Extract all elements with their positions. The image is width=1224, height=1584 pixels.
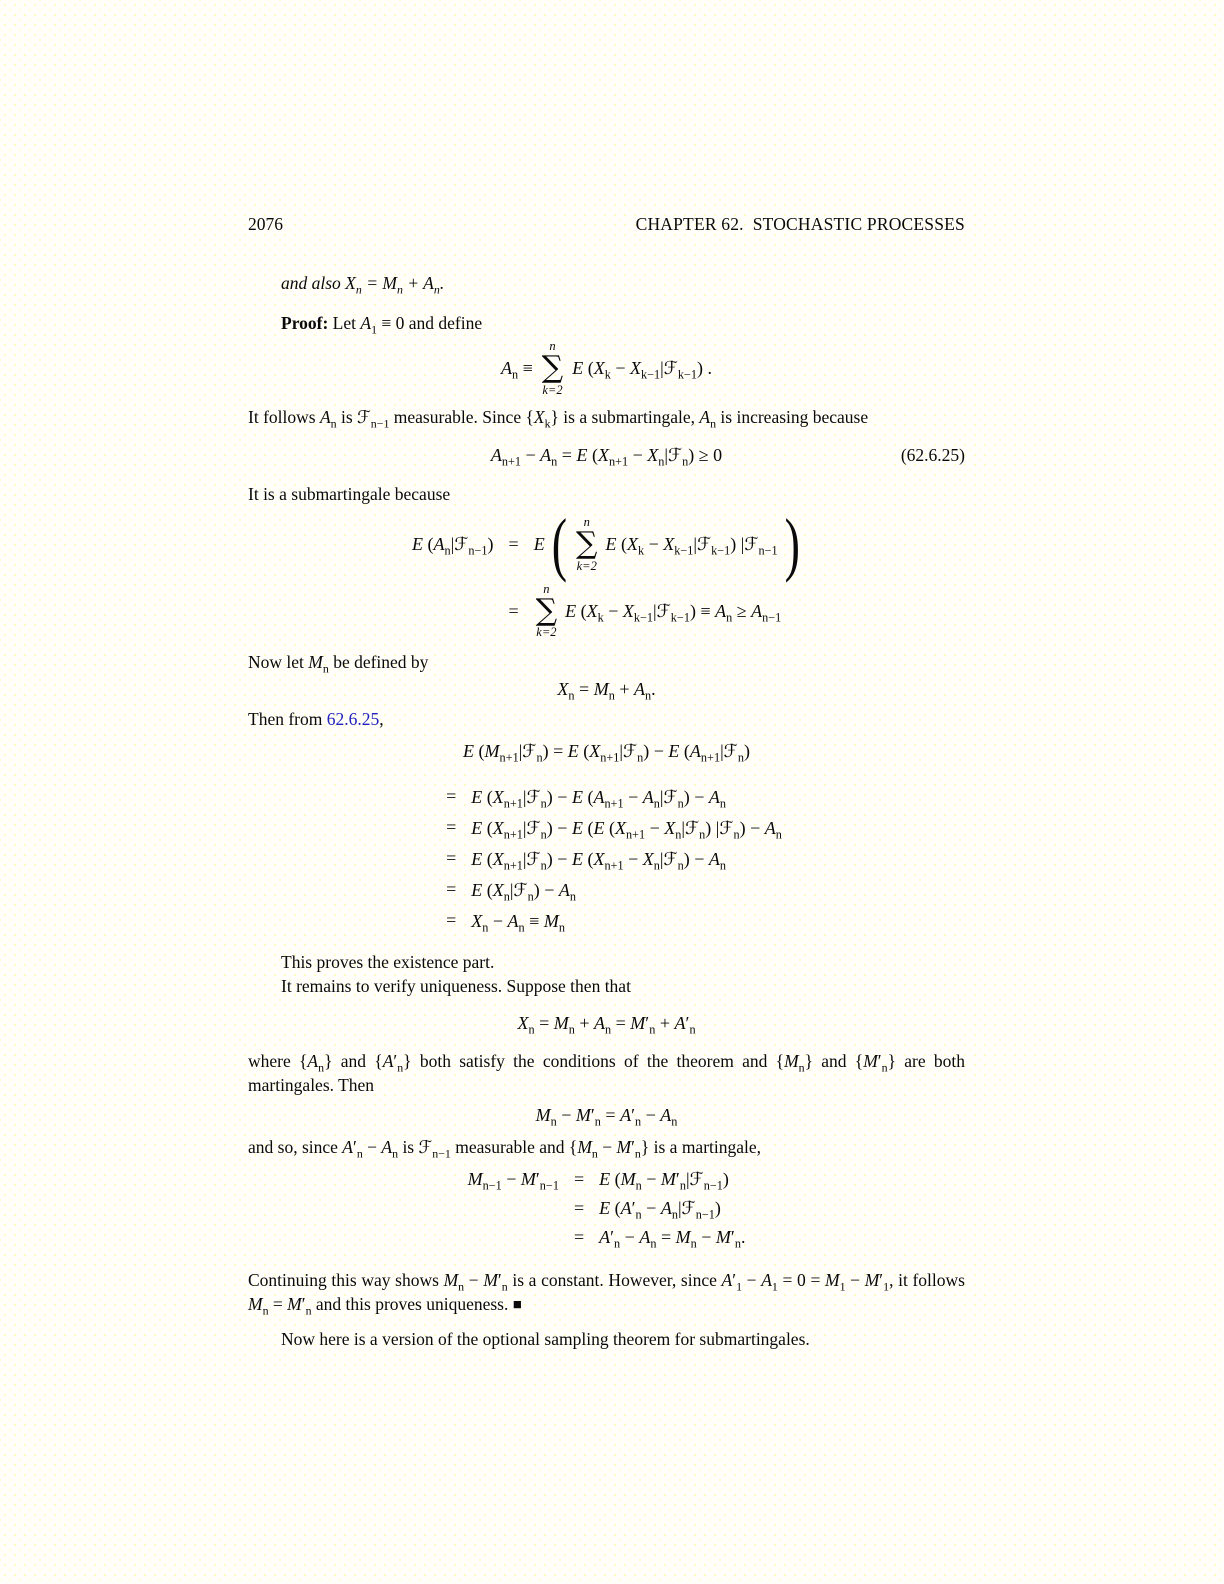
para-submartingale: It is a submartingale because: [248, 483, 451, 504]
eq-an-rhs: E ($X_k$ − $X_{k-1}|ℱ_{k-1}$) .: [572, 358, 713, 383]
align1-row1-lhs: E $(A_n|ℱ_{n-1})$: [412, 533, 494, 558]
proof-label: Proof:: [281, 313, 329, 333]
para-continuing: [248, 1268, 965, 1318]
align3-row2-rel: =: [573, 1197, 585, 1218]
align2-row4-rel: =: [446, 879, 457, 900]
summation-symbol: [542, 340, 563, 397]
display-eq-uniqueness: $X_n = M_n + A_n = M'_n + A'_n$: [517, 1012, 696, 1037]
display-eq-difference: $M_n - M'_n = A'_n - A_n$: [535, 1104, 678, 1129]
eq-increasing-body: $A_{n+1} - A_n = E$ ($X_{n+1}$ − $X_n|ℱ_n) \ge 0$: [490, 444, 723, 469]
align1-row1-body: E ($X_k$ − $X_{k-1}|ℱ_{k-1}$) |ℱ$_{n-1}$: [605, 533, 778, 558]
align3-row3-rhs: $A'_n - A_n = M_n - M'_n$.: [599, 1226, 746, 1251]
para-where: where $\{A_n\}$ and $\{A'_n\}$ both satisfy the conditions of the theorem and $\{M_n\}$ and $\{M'_n\}$ are both martingales. Then: [248, 1050, 965, 1095]
then-from-text: Then from: [248, 708, 327, 729]
align1-row2-rhs: [534, 583, 782, 640]
sum-lower-limit: k=2: [542, 382, 563, 397]
summation-symbol: [576, 516, 597, 573]
para-remains: It remains to verify uniqueness. Suppose then that: [281, 975, 631, 996]
open-paren-big: (: [551, 503, 568, 584]
align1-row2-rel: =: [508, 600, 519, 621]
sigma-icon: ∑: [576, 525, 598, 561]
sum-upper-limit: n: [549, 339, 556, 353]
sum-lower-limit: k=2: [576, 558, 597, 573]
align1-row1-rel: =: [508, 533, 519, 554]
align3-row1-rhs: E ($M_n$ − $M'_n|ℱ_{n-1}$): [599, 1168, 729, 1193]
sigma-icon: ∑: [541, 350, 564, 386]
align2-row1-rel: =: [446, 786, 457, 807]
align2-row4-rhs: E $(X_n|ℱ_n) - A_n$: [471, 879, 577, 904]
para-then-from: [248, 707, 965, 731]
align3-row2-rhs: E ($A'_n$ − $A_n|ℱ_{n-1}$): [599, 1197, 721, 1222]
align2-row3-rhs: E $(X_{n+1}|ℱ_n) - E$ ($X_{n+1}$ − $X_n|ℱ_n) - A_n$: [471, 848, 727, 873]
align1-row1-pre: E: [533, 533, 545, 554]
align3-row3-rel: =: [573, 1226, 585, 1247]
equation-reference-link[interactable]: 62.6.25: [326, 708, 380, 729]
para-and-so: and so, since $A'_n - A_n$ is ℱ$_{n-1}$ measurable and $\{M_n - M'_n\}$ is a martingale,: [248, 1136, 762, 1161]
display-eq-an-definition: [248, 340, 965, 397]
sum-upper-limit: n: [543, 581, 550, 596]
chapter-title: CHAPTER 62. STOCHASTIC PROCESSES: [635, 214, 965, 234]
proof-start-line: [248, 311, 965, 335]
para-now-let: Now let $M_n$ be defined by: [248, 651, 429, 676]
align-block-constant: [467, 1168, 746, 1251]
proof-start-text: Let $A_1 \equiv 0$ and define: [328, 313, 483, 337]
para-now-here: Now here is a version of the optional sampling theorem for submartingales.: [281, 1328, 810, 1349]
align3-row1-rel: =: [573, 1168, 585, 1189]
align1-row2-body: E ($X_k$ − $X_{k-1}|ℱ_{k-1}) \equiv A_n \ge A_{n-1}$: [565, 600, 782, 625]
sum-lower-limit: k=2: [536, 625, 557, 640]
continuing-text: Continuing this way shows $M_n - M'_n$ is a constant. However, since $A'_1 - A_1 = 0 = M_1 - M'_1$, it follows $M_n = M'_n$ and this proves uniqueness.: [248, 1269, 965, 1318]
para-it-follows: It follows $A_n$ is ℱ$_{n-1}$ measurable. Since $\{X_k\}$ is a submartingale, $A_n$ is increasing because: [248, 406, 869, 431]
page-number: 2076: [248, 214, 283, 234]
align2-row5-rel: =: [446, 910, 457, 931]
page-header: [248, 214, 965, 235]
align2-row5-rhs: $X_n - A_n \equiv M_n$: [471, 910, 565, 935]
sum-upper-limit: n: [583, 514, 590, 529]
align-block-conditional-expectation: [412, 503, 801, 640]
then-from-comma: ,: [379, 708, 384, 729]
sigma-icon: ∑: [535, 592, 558, 628]
display-eq-xn: $X_n = M_n + A_n$.: [557, 678, 656, 703]
qed-square-icon: ■: [512, 1296, 522, 1313]
align3-row1-lhs: $M_{n-1} - M'_{n-1}$: [467, 1168, 559, 1193]
align2-row2-rhs: E $(X_{n+1}|ℱ_n) - E$ (E ($X_{n+1}$ − $X_n|ℱ_n$) |ℱ$_n$) − $A_n$: [471, 817, 782, 842]
equation-number: (62.6.25): [900, 444, 965, 465]
align2-row2-rel: =: [446, 817, 457, 838]
display-eq-martingale: E $(M_{n+1}|ℱ_n) = E$ $(X_{n+1}|ℱ_n) - E$ $(A_{n+1}|ℱ_n)$: [463, 740, 750, 765]
para-existence: This proves the existence part.: [281, 951, 495, 972]
eq-an-lhs: $A_n$ ≡: [500, 358, 533, 383]
close-paren-big: ): [784, 503, 800, 584]
display-eq-numbered: [248, 441, 965, 469]
align2-row1-rhs: E $(X_{n+1}|ℱ_n) - E$ ($A_{n+1}$ − $A_n|ℱ_n) - A_n$: [471, 786, 727, 811]
align-block-equalities: [431, 786, 782, 935]
align1-row1-rhs: [533, 503, 801, 584]
summation-symbol: [536, 583, 557, 640]
theorem-tail-line: and also $X_n = M_n + A_n$.: [281, 273, 445, 297]
align2-row3-rel: =: [446, 848, 457, 869]
